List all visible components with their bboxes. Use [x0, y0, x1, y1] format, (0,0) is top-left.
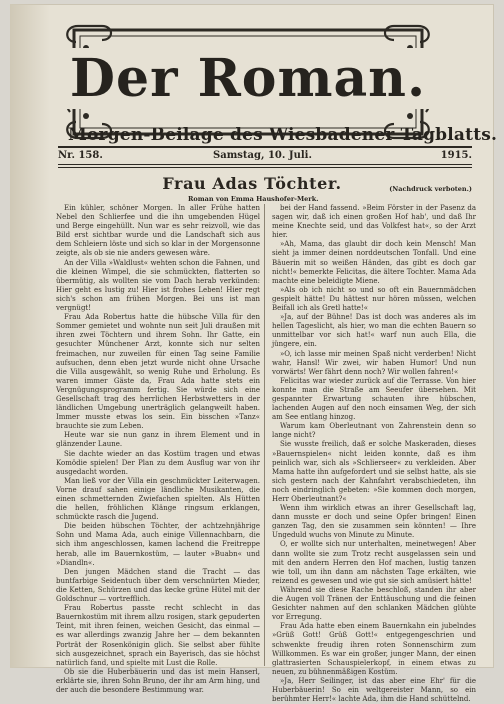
- header-rule-top: [58, 146, 472, 148]
- article-paragraph: Während sie diese Rache beschloß, standen ihr aber die Augen voll Tränen der Enttäuschung und die feinen Gesichter nahmen auf den schlanken Mädchen glühte vor Erregung.: [272, 585, 476, 622]
- article-paragraph: »O, ich lasse mir meinen Spaß nicht verderben! Nicht wahr, Hansl! Wir zwei, wir haben Humor! Und nun vorwärts! Wer fährt denn noch? Wir wollen fahren!«: [272, 349, 476, 376]
- article-paragraph: Frau Ada Robertus hatte die hübsche Villa für den Sommer gemietet und wohnte nun seit Juli draußen mit ihren zwei Töchtern und ihrem Sohn. Ihr Gatte, ein gesuchter Münchener Arzt, konnte sich nur selten freimachen, nur zuweilen für einen Tag seine Familie aufsuchen, denn eben jetzt wurde nicht ohne Ursache die Villa ausgewählt, so wenig Ruhe und Erholung. Es waren immer Gäste da, Frau Ada hatte stets ein Vergnügungsprogramm fertig. Sie würde sich eine Gesellschaft trag des herrlichen Herbstwetters in der ländlichen Umgebung unerträglich gelangweilt haben. Immer musste etwas los sein. Ein bisschen »Tanz« brauchte sie zum Leben.: [56, 313, 260, 431]
- article-paragraph: Heute war sie nun ganz in ihrem Element und in glänzender Laune.: [56, 431, 260, 449]
- article-paragraph: Felicitas war wieder zurück auf die Terrasse. Von hier konnte man die Straße am Seeufer übersehen. Mit gespannter Erwartung schauten ihre hübschen, lachenden Augen auf den noch einsamen Weg, der sich am See entlang hinzog.: [272, 376, 476, 422]
- article-paragraph: Ob sie die Huberbäuerin und das ist mein Hanserl, erklärte sie, ihren Sohn Bruno, der ihr am Arm hing, und der auch die besondere Bestimmung war.: [56, 667, 260, 694]
- newspaper-subtitle: Morgen-Beilage des Wiesbadener Tagblatts.: [68, 125, 498, 145]
- article-paragraph: Wenn ihm wirklich etwas an ihrer Gesellschaft lag, dann musste er doch und seine Opfer bringen! Einen ganzen Tag, den sie zusammen sein könnten! — Ihre Ungeduld wuchs von Minute zu Minute.: [272, 504, 476, 540]
- issue-date: Samstag, 10. Juli.: [213, 150, 312, 161]
- article-author: Roman von Emma Haushofer-Merk.: [188, 195, 319, 203]
- issue-number: Nr. 158.: [58, 150, 103, 161]
- column-divider: [264, 204, 265, 666]
- article-paragraph: Die beiden hübschen Töchter, der achtzehnjährige Sohn und Mama Ada, auch einige Villennachbarn, die sich ihm angeschlossen, kamen lachend die Freitreppe herab, alle im Bauernkostüm, — lauter »Buabn« und »Diandln«.: [56, 522, 260, 567]
- newspaper-page: [10, 4, 498, 704]
- header-rule-bottom-2: [58, 167, 472, 168]
- article-column-right: [272, 204, 476, 704]
- article-paragraph: Sie dachte wieder an das Kostüm tragen und etwas Komödie spielen! Der Plan zu dem Ausflug war von ihr ausgedacht worden.: [56, 449, 260, 476]
- article-title: Frau Adas Töchter.: [162, 174, 342, 193]
- article-paragraph: Ein kühler, schöner Morgen. In aller Frühe hatten Nebel den Schlierfee und die ihn umgebenden Hügel und Berge eingehüllt. Nun war es sehr reizvoll, wie das Bild erst sichtbar wurde und die Landschaft sich aus dem Schleiern löste und sich so klar in der Morgensonne zeigte, als ob sie nie anders gewesen wäre.: [56, 204, 260, 258]
- header-rule-bottom: [58, 164, 472, 165]
- masthead: [62, 22, 434, 142]
- newspaper-title: [62, 48, 434, 109]
- newspaper-title-text: Der Roman.: [64, 48, 432, 109]
- page-shadow: [10, 4, 50, 668]
- issue-line: [58, 149, 472, 164]
- article-paragraph: Den jungen Mädchen stand die Tracht — das buntfarbige Seidentuch über dem verschnürten Mieder, die Ketten, Schürzen und das kecke grüne Hütel mit der Goldschnur — vortrefflich.: [56, 567, 260, 604]
- article-paragraph: Frau Ada hatte eben einem Bauernkahn ein jubelndes »Grüß Gott! Grüß Gott!« entgegengeschrien und schwenkte freudig ihren roten Sonnenschirm zum Willkommen. Es war ein großer, junger Mann, der einen glattrasierten Schauspielerkopf, in einem etwas zu neuen, zu bühnenmäßigen Kostüm.: [272, 622, 476, 676]
- article-paragraph: An der Villa »Waldlust« wehten schon die Fahnen, und die kleinen Wimpel, die sie schmückten, flatterten so übermütig, als wollten sie vom Dach herab verkünden: Hier geht es lustig zu! Hier ist frohes Leben! Hier regt sich's schon am frühen Morgen. Bei uns ist man vergnügt!: [56, 258, 260, 313]
- article-paragraph: »Ah, Mama, das glaubt dir doch kein Mensch! Man sieht ja immer deinen norddeutschen Tonfall. Und eine Bäuerin mit so weißen Händen, das gibt es doch gar nicht!« bemerkte Felicitas, die ältere Tochter. Mama Ada machte eine beleidigte Miene.: [272, 240, 476, 285]
- article-paragraph: bei der Hand fassend. »Beim Förster in der Pasenz da sagen wir, daß ich einen großen Hof hab', und daß Ihr meine Knechte seid, und das Volkfest hat«, so der Arzt hier.: [272, 204, 476, 240]
- article-paragraph: Warum kam Oberleutnant von Zahrenstein denn so lange nicht?: [272, 422, 476, 440]
- issue-year: 1915.: [440, 150, 472, 161]
- article-paragraph: »Ja, Herr Seilinger, ist das aber eine Ehr' für die Huberbäuerin! So ein weltgereister Mann, so ein berühmter Herr!« lachte Ada, ihm die Hand schüttelnd.: [272, 676, 476, 704]
- article-paragraph: Sie wusste freilich, daß er solche Maskeraden, dieses »Bauernspielen« nicht leiden konnte, daß es ihm peinlich war, sich als »Schlierseer« zu verkleiden. Aber Mama hatte ihn aufgefordert und sie selbst hatte, als sie sich gestern nach der Kahnfahrt verabschiedeten, ihn noch eindringlich gebeten: »Sie kommen doch morgen, Herr Oberleutnant?«: [272, 440, 476, 503]
- article-paragraph: Man ließ vor der Villa ein geschmückter Leiterwagen. Vorne drauf sahen einige ländliche Musikanten, die einen schmetternden Zwiefachen spielten. Als Hütten die hellen, fröhlichen Klänge ringsum erklangen, schmückte rasch die Jugend.: [56, 476, 260, 522]
- article-column-left: [56, 204, 260, 694]
- article-note: (Nachdruck verboten.): [389, 185, 472, 193]
- article-paragraph: O, er wollte sich nur unterhalten, meinetwegen! Aber dann wollte sie zum Trotz recht ausgelassen sein und mit den andern Herren den Hof machen, lustig tanzen wie toll, um ihn dann am nächsten Tage erkälten, wie reizend es gewesen und wie gut sie sich amüsiert hätte!: [272, 540, 476, 585]
- article-paragraph: Frau Robertus passte recht schlecht in das Bauernkostüm mit ihrem allzu rosigen, stark gepuderten Teint, mit ihren feinen, weichen Gesicht, das einmal — es war allerdings zwanzig Jahre her — dem bekannten Porträt der Rosenkönigin glich. Sie selbst aber fühlte sich ausgezeichnet, sprach ein Bayerisch, das sie höchst natürlich fand, und spielte mit Lust die Rolle.: [56, 604, 260, 667]
- article-paragraph: »Als ob ich nicht so und so oft ein Bauernmädchen gespielt hätte! Du hättest nur hören müssen, welchen Beifall ich als Gretl hatte!«: [272, 285, 476, 313]
- article-paragraph: »Ja, auf der Bühne! Das ist doch was anderes als im hellen Tageslicht, als hier, wo man die echten Bauern so unmittelbar vor sich hat!« warf nun auch Ella, die jüngere, ein.: [272, 313, 476, 349]
